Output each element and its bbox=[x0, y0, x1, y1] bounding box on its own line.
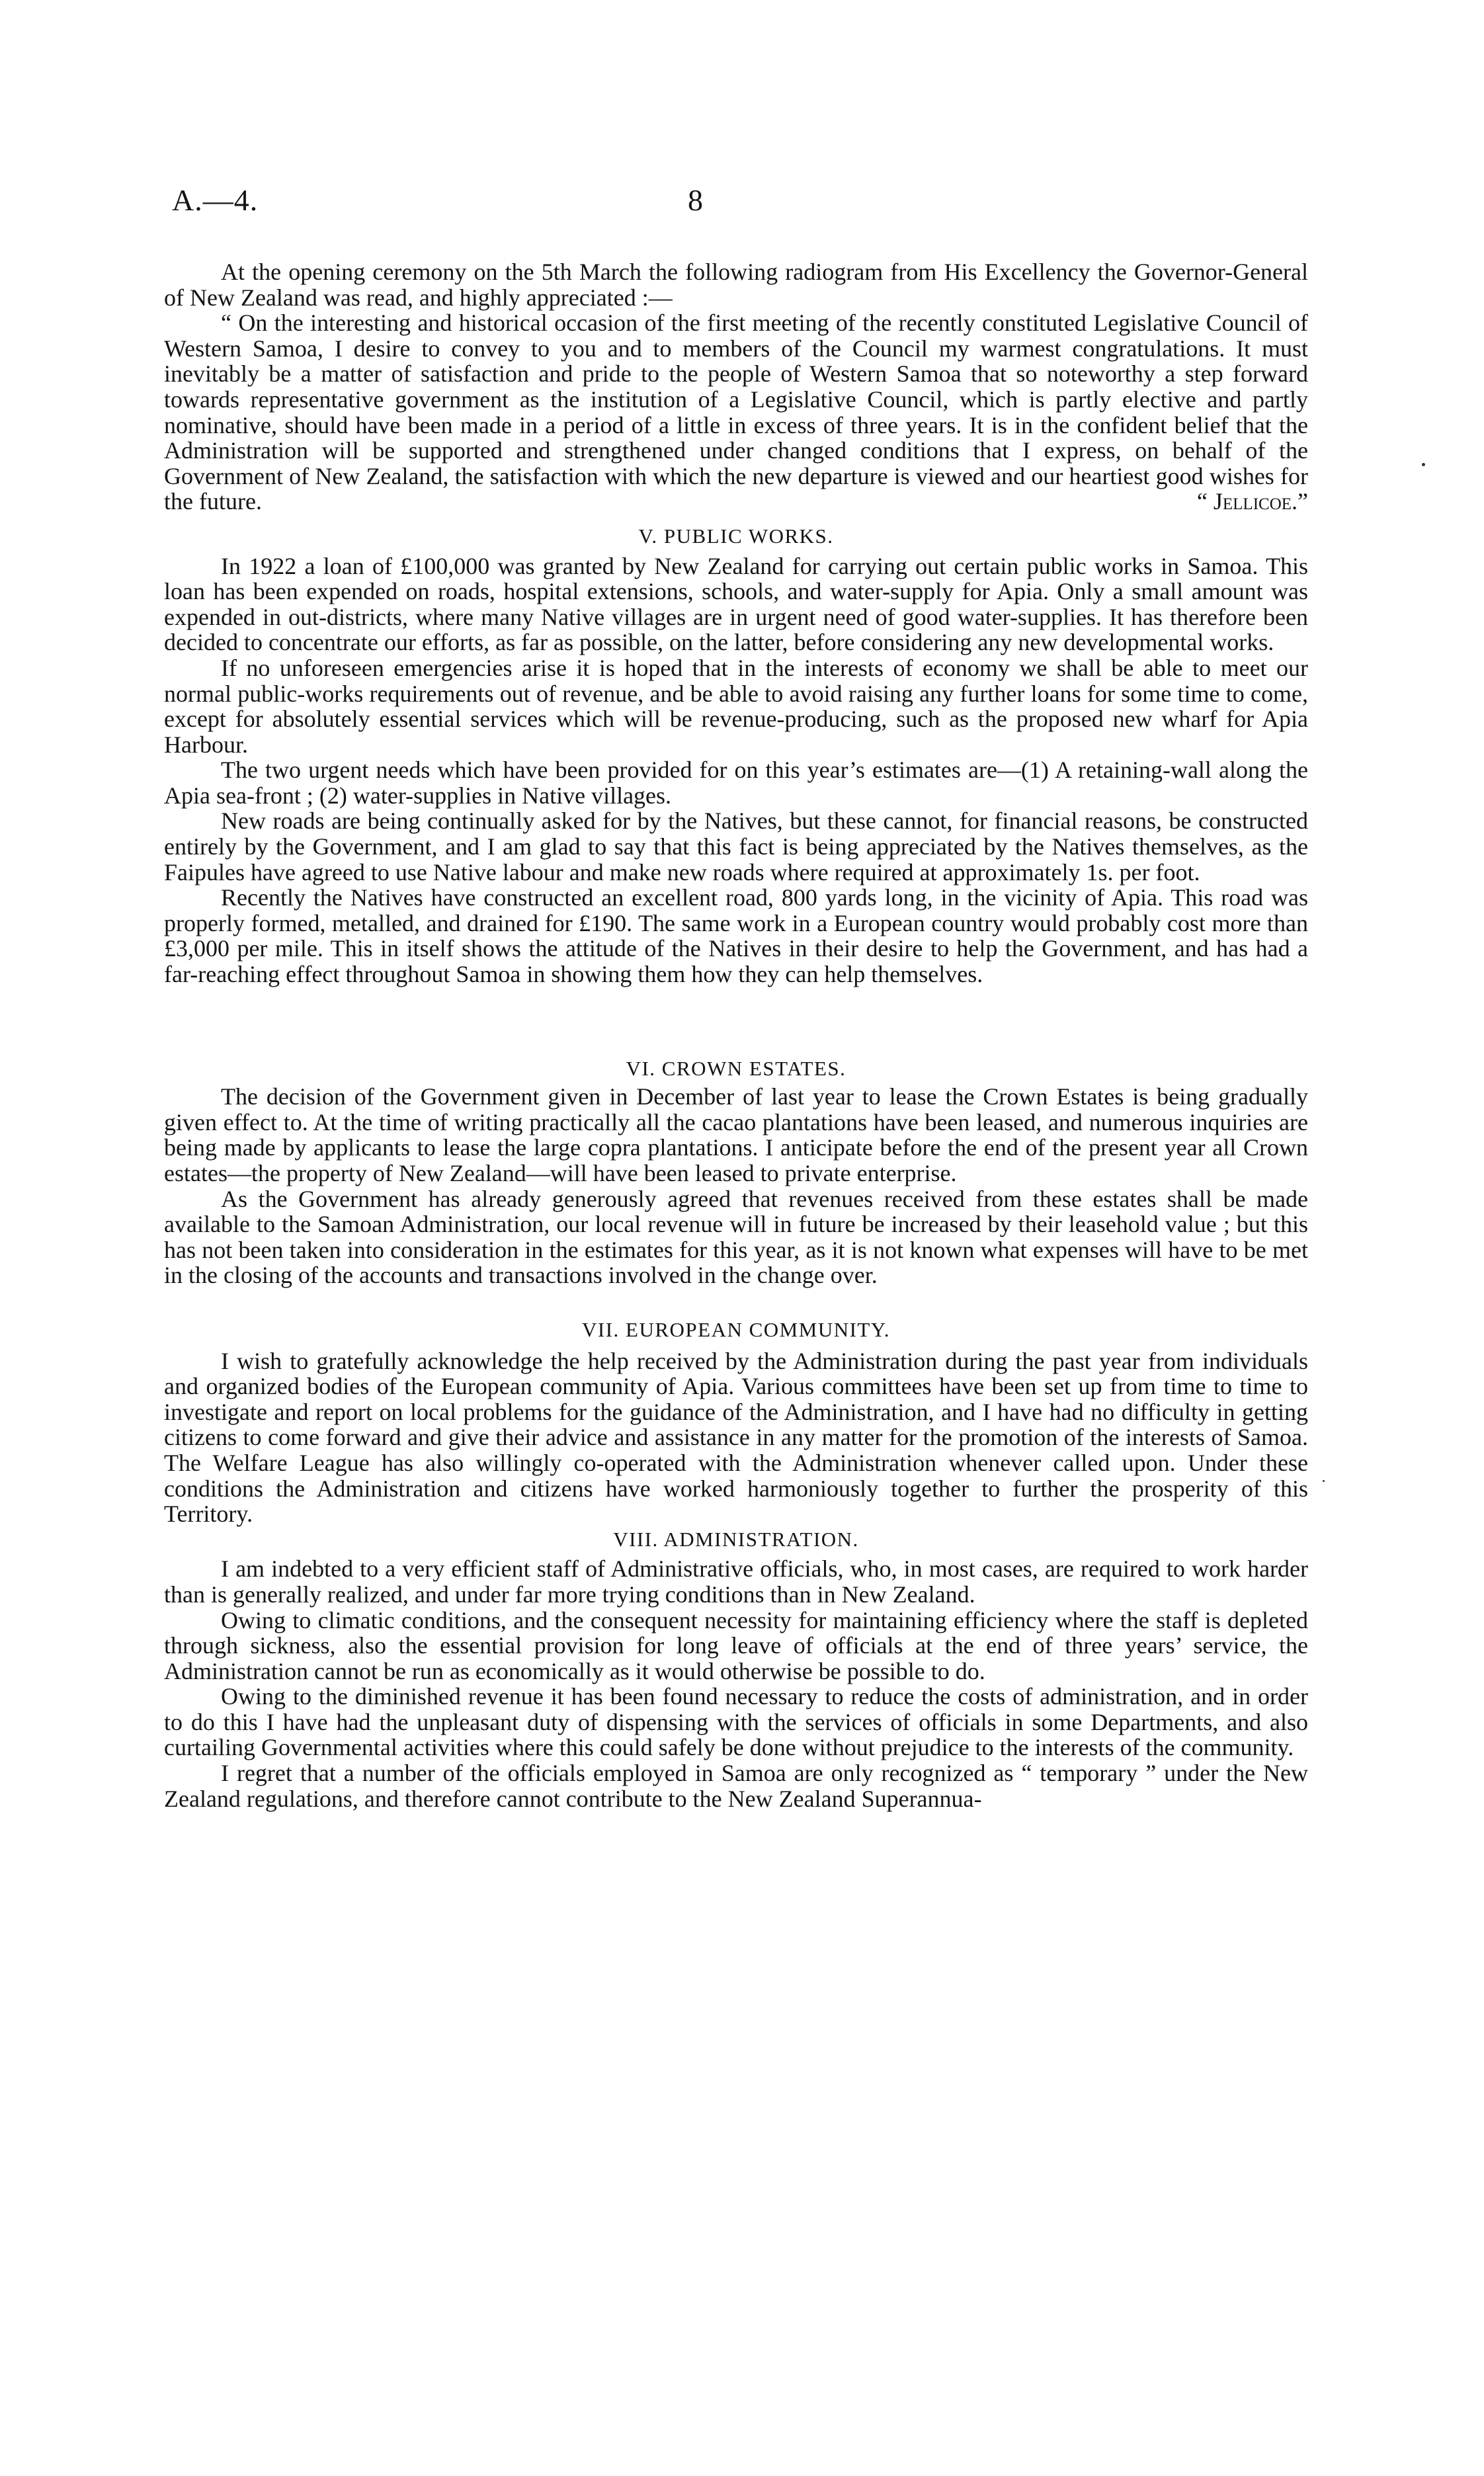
section-heading-administration: VIII. ADMINISTRATION. bbox=[613, 1527, 859, 1551]
radiogram-signature: “ Jellicoe.” bbox=[1196, 488, 1308, 515]
paragraph: I regret that a number of the officials employed in Samoa are only recognized as “ temporary ” under the New Zealand regulations, and therefore cannot contribute to the New Zealand Superannua- bbox=[164, 1760, 1308, 1812]
radiogram-quote bbox=[164, 310, 1308, 515]
radiogram-text: “ On the interesting and historical occasion of the first meeting of the recently constituted Legislative Council of Western Samoa, I desire to convey to you and to members of the Council my warmest congratulations. It must inevitably be a matter of satisfaction and pride to the people of Western Samoa that so noteworthy a step forward towards representative government as the institution of a Legislative Council, which is partly elective and partly nominative, should have been made in a period of a little in excess of three years. It is in the confident belief that the Administration will be supported and strengthened under changed conditions that I express, on behalf of the Government of New Zealand, the satisfaction with which the new departure is viewed and our heartiest good wishes for the future. bbox=[164, 310, 1308, 515]
paragraph: I wish to gratefully acknowledge the help received by the Administration during the past year from individuals and organized bodies of the European community of Apia. Various committees have been set up from time to time to investigate and report on local problems for the guidance of the Administration, and I have had no difficulty in getting citizens to come forward and give their advice and assistance in any matter for the promotion of the interests of Samoa. The Welfare League has also willingly co-operated with the Administration whenever called upon. Under these conditions the Administration and citizens have worked harmoniously together to further the prosperity of this Territory. bbox=[164, 1347, 1308, 1528]
page-header bbox=[172, 183, 1323, 229]
paragraph: Owing to climatic conditions, and the consequent necessity for maintaining efficiency where the staff is depleted through sickness, also the essential provision for long leave of officials at the end of three years’ service, the Administration cannot be run as economically as it would otherwise be possible to do. bbox=[164, 1606, 1308, 1684]
section-heading-european-community: VII. EUROPEAN COMMUNITY. bbox=[582, 1317, 890, 1341]
paragraph: New roads are being continually asked for by the Natives, but these cannot, for financial reasons, be constructed entirely by the Government, and I am glad to say that this fact is being appreciated by the Natives themselves, as the Faipules have agreed to use Native labour and make new roads where required at approximately 1s. per foot. bbox=[164, 807, 1308, 886]
paragraph: The two urgent needs which have been provided for on this year’s estimates are—(1) A retaining-wall along the Apia sea-front ; (2) water-supplies in Native villages. bbox=[164, 757, 1308, 809]
paragraph: As the Government has already generously agreed that revenues received from these estates shall be made available to the Samoan Administration, our local revenue will in future be increased by their leasehold value ; but this has not been taken into consideration in the estimates for this year, as it is not known what expenses will have to be met in the closing of the accounts and transactions involved in the change over. bbox=[164, 1185, 1308, 1289]
paragraph: The decision of the Government given in December of last year to lease the Crown Estates is being gradually given effect to. At the time of writing practically all the cacao plantations have been leased, and numerous inquiries are being made by applicants to lease the large copra plantations. I anticipate before the end of the present year all Crown estates—the property of New Zealand—will have been leased to private enterprise. bbox=[164, 1083, 1308, 1186]
paragraph: I am indebted to a very efficient staff of Administrative officials, who, in most cases, are required to work harder than is generally realized, and under far more trying conditions than in New Zealand. bbox=[164, 1555, 1308, 1608]
paragraph: Recently the Natives have constructed an excellent road, 800 yards long, in the vicinity of Apia. This road was properly formed, metalled, and drained for £190. The same work in a European country would probably cost more than £3,000 per mile. This in itself shows the attitude of the Natives in their desire to help the Government, and has had a far-reaching effect throughout Samoa in showing them how they can help themselves. bbox=[164, 884, 1308, 988]
print-speck bbox=[1422, 463, 1425, 466]
section-heading-crown-estates: VI. CROWN ESTATES. bbox=[626, 1056, 846, 1080]
paragraph: In 1922 a loan of £100,000 was granted by New Zealand for carrying out certain public works in Samoa. This loan has been expended on roads, hospital extensions, schools, and water-supply for Apia. Only a small amount was expended in out-districts, where many Native villages are in urgent need of good water-supplies. It has therefore been decided to concentrate our efforts, as far as possible, on the latter, before considering any new developmental works. bbox=[164, 552, 1308, 656]
intro-paragraph: At the opening ceremony on the 5th March the following radiogram from His Excellency the Governor-General of New Zealand was read, and highly appreciated :— bbox=[164, 259, 1308, 311]
document-body bbox=[164, 259, 1308, 1811]
page-number: 8 bbox=[688, 183, 703, 217]
paragraph: Owing to the diminished revenue it has been found necessary to reduce the costs of administration, and in order to do this I have had the unpleasant duty of dispensing with the services of officials in some Departments, and also curtailing Governmental activities where this could safely be done without prejudice to the interests of the community. bbox=[164, 1683, 1308, 1761]
section-heading-public-works: V. PUBLIC WORKS. bbox=[638, 524, 834, 548]
print-speck bbox=[1323, 1480, 1325, 1482]
document-reference: A.—4. bbox=[172, 183, 259, 217]
paragraph: If no unforeseen emergencies arise it is hoped that in the interests of economy we shall be able to meet our normal public-works requirements out of revenue, and be able to avoid raising any further loans for some time to come, except for absolutely essential services which will be revenue-producing, such as the proposed new wharf for Apia Harbour. bbox=[164, 654, 1308, 758]
